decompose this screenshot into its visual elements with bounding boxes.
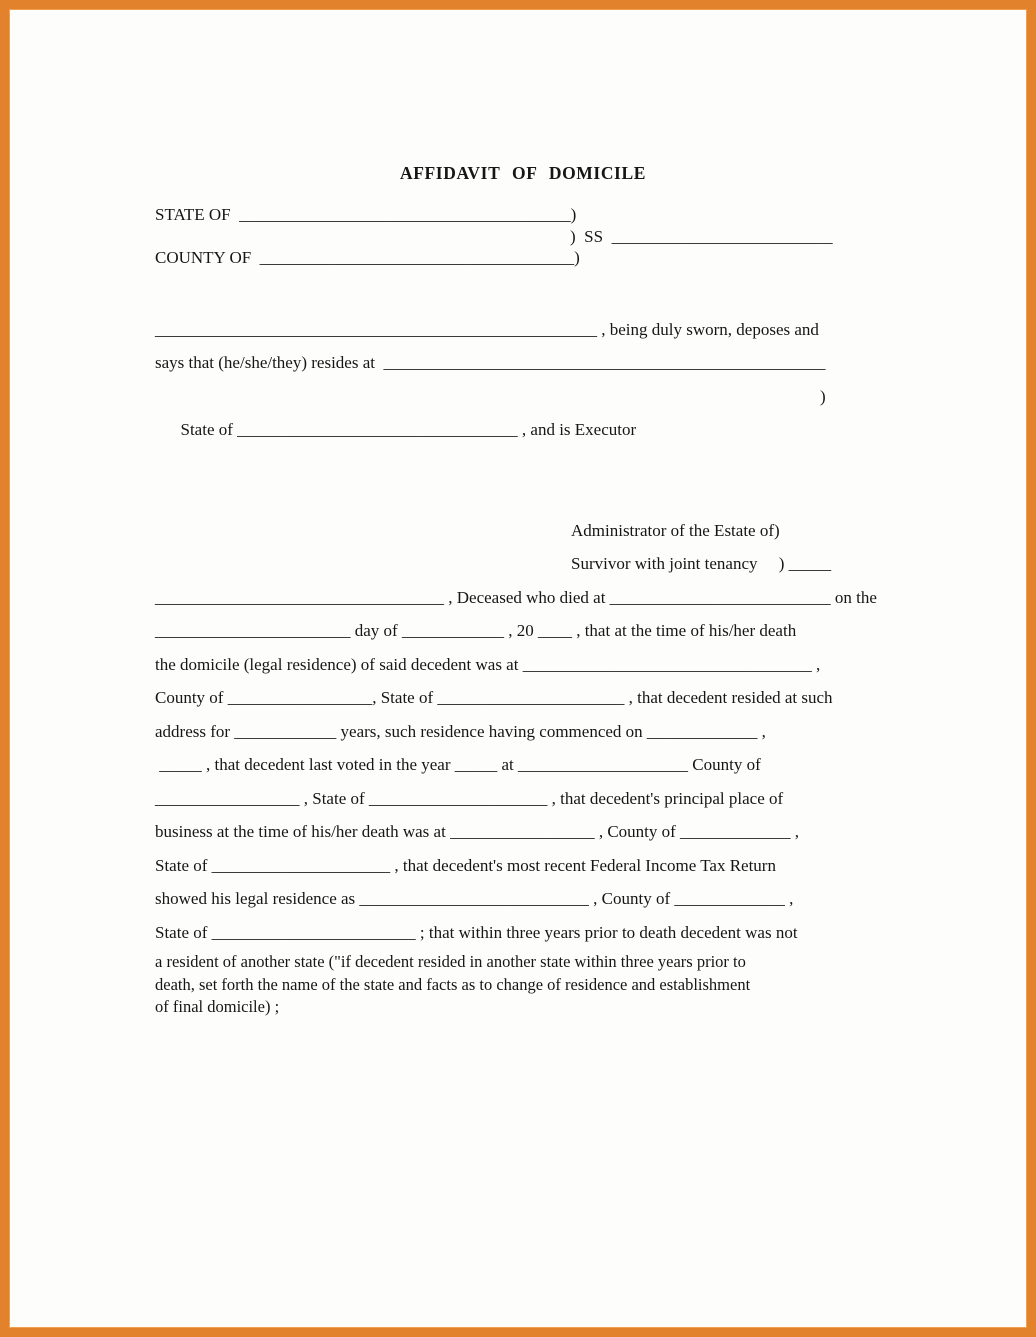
executor-line bbox=[155, 380, 891, 514]
survivor-line: Survivor with joint tenancy ) _____ bbox=[571, 554, 832, 574]
principal-place-line: _________________ , State of _____________________ , that decedent's principal place of bbox=[155, 788, 784, 808]
executor-paren: ) bbox=[820, 386, 826, 406]
deceased-line: __________________________________ , Deceased who died at __________________________ on the bbox=[155, 587, 877, 607]
closing-paragraph-line: death, set forth the name of the state and facts as to change of residence and establishment bbox=[155, 974, 751, 994]
tax-return-line: State of _____________________ , that decedent's most recent Federal Income Tax Return bbox=[155, 855, 776, 875]
ss-line: ) SS __________________________ bbox=[570, 226, 833, 246]
legal-residence-line: showed his legal residence as ___________________________ , County of _____________ , bbox=[155, 889, 794, 909]
three-years-line: State of ________________________ ; that within three years prior to death decedent was not bbox=[155, 922, 798, 942]
last-voted-line: _____ , that decedent last voted in the year _____ at ____________________ County of bbox=[155, 755, 761, 775]
residence-years-line: address for ____________ years, such residence having commenced on _____________ , bbox=[155, 721, 766, 741]
county-state-line: County of _________________, State of ______________________ , that decedent resided at such bbox=[155, 688, 833, 708]
death-date-line: _______________________ day of ____________ , 20 ____ , that at the time of his/her death bbox=[155, 621, 797, 641]
closing-paragraph-line: of final domicile) ; bbox=[155, 997, 280, 1017]
domicile-line: the domicile (legal residence) of said decedent was at __________________________________ , bbox=[155, 654, 821, 674]
county-of-line: COUNTY OF _____________________________________) bbox=[155, 248, 580, 268]
affidavit-form bbox=[155, 160, 891, 1019]
sworn-statement-line: ____________________________________________________ , being duly sworn, deposes and bbox=[155, 319, 819, 339]
resides-at-line: says that (he/she/they) resides at ____________________________________________________ bbox=[155, 353, 826, 373]
executor-line-text: State of _________________________________ , and is Executor bbox=[180, 420, 637, 440]
venue-block bbox=[155, 204, 891, 269]
closing-paragraph-line: a resident of another state ("if decedent resided in another state within three years prior to bbox=[155, 952, 746, 972]
document-title: AFFIDAVIT OF DOMICILE bbox=[399, 163, 647, 183]
business-line: business at the time of his/her death was at _________________ , County of _____________ , bbox=[155, 822, 800, 842]
affidavit-body bbox=[155, 313, 891, 950]
state-of-line: STATE OF _______________________________________) bbox=[155, 205, 577, 224]
closing-paragraph bbox=[155, 951, 891, 1019]
administrator-line: Administrator of the Estate of) bbox=[571, 520, 780, 540]
